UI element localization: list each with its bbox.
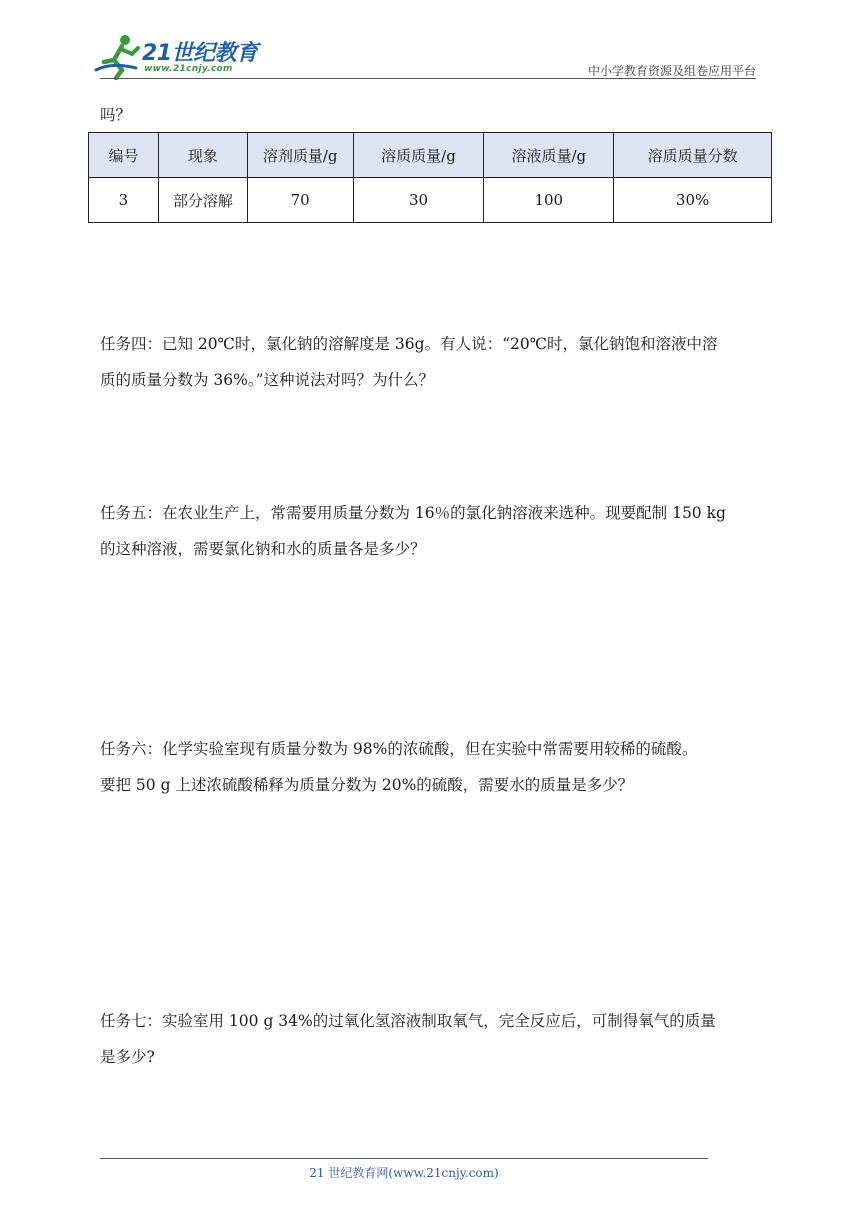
table-header-row bbox=[89, 133, 772, 178]
table-cell: 3 bbox=[89, 178, 159, 223]
footer-divider bbox=[100, 1158, 708, 1159]
task-six-line-2: 要把 50 g 上述浓硫酸稀释为质量分数为 20%的硫酸，需要水的质量是多少？ bbox=[100, 776, 634, 794]
header-divider bbox=[100, 78, 756, 79]
task-seven-line-1: 任务七：实验室用 100 g 34%的过氧化氢溶液制取氧气，完全反应后，可制得氧气的质量 bbox=[100, 1012, 716, 1030]
table-cell: 100 bbox=[484, 178, 614, 223]
header-cell-number: 编号 bbox=[89, 133, 159, 178]
task-seven-line-2: 是多少? bbox=[100, 1048, 155, 1066]
page-header bbox=[0, 0, 860, 90]
platform-title: 中小学教育资源及组卷应用平台 bbox=[587, 64, 756, 78]
header-cell-phenomenon: 现象 bbox=[158, 133, 247, 178]
task-four-line-1: 任务四：已知 20℃时，氯化钠的溶解度是 36g。有人说：“20℃时，氯化钠饱和溶液中溶 bbox=[100, 335, 718, 353]
solution-data-table bbox=[88, 132, 772, 223]
task-six-line-1: 任务六：化学实验室现有质量分数为 98%的浓硫酸，但在实验中常需要用较稀的硫酸。 bbox=[100, 740, 698, 758]
table-cell: 70 bbox=[247, 178, 353, 223]
table-cell: 30% bbox=[614, 178, 772, 223]
runner-icon bbox=[92, 32, 146, 80]
task-five-line-2: 的这种溶液，需要氯化钠和水的质量各是多少？ bbox=[100, 540, 426, 558]
table-row bbox=[89, 178, 772, 223]
site-logo[interactable] bbox=[92, 32, 262, 80]
header-cell-solute-mass: 溶质质量/g bbox=[353, 133, 484, 178]
footer-link[interactable]: 21 世纪教育网(www.21cnjy.com) bbox=[309, 1166, 499, 1180]
task-five-line-1: 任务五：在农业生产上，常需要用质量分数为 16％的氯化钠溶液来选种。现要配制 150 kg bbox=[100, 504, 726, 522]
logo-url: www.21cnjy.com bbox=[144, 64, 233, 74]
task-four-line-2: 质的质量分数为 36%。”这种说法对吗？为什么？ bbox=[100, 371, 435, 389]
intro-fragment: 吗？ bbox=[100, 106, 132, 124]
header-cell-solvent-mass: 溶剂质量/g bbox=[247, 133, 353, 178]
header-cell-solution-mass: 溶液质量/g bbox=[484, 133, 614, 178]
header-cell-mass-fraction: 溶质质量分数 bbox=[614, 133, 772, 178]
logo-text: 21世纪教育 bbox=[142, 41, 258, 66]
table-cell: 30 bbox=[353, 178, 484, 223]
table-cell: 部分溶解 bbox=[158, 178, 247, 223]
